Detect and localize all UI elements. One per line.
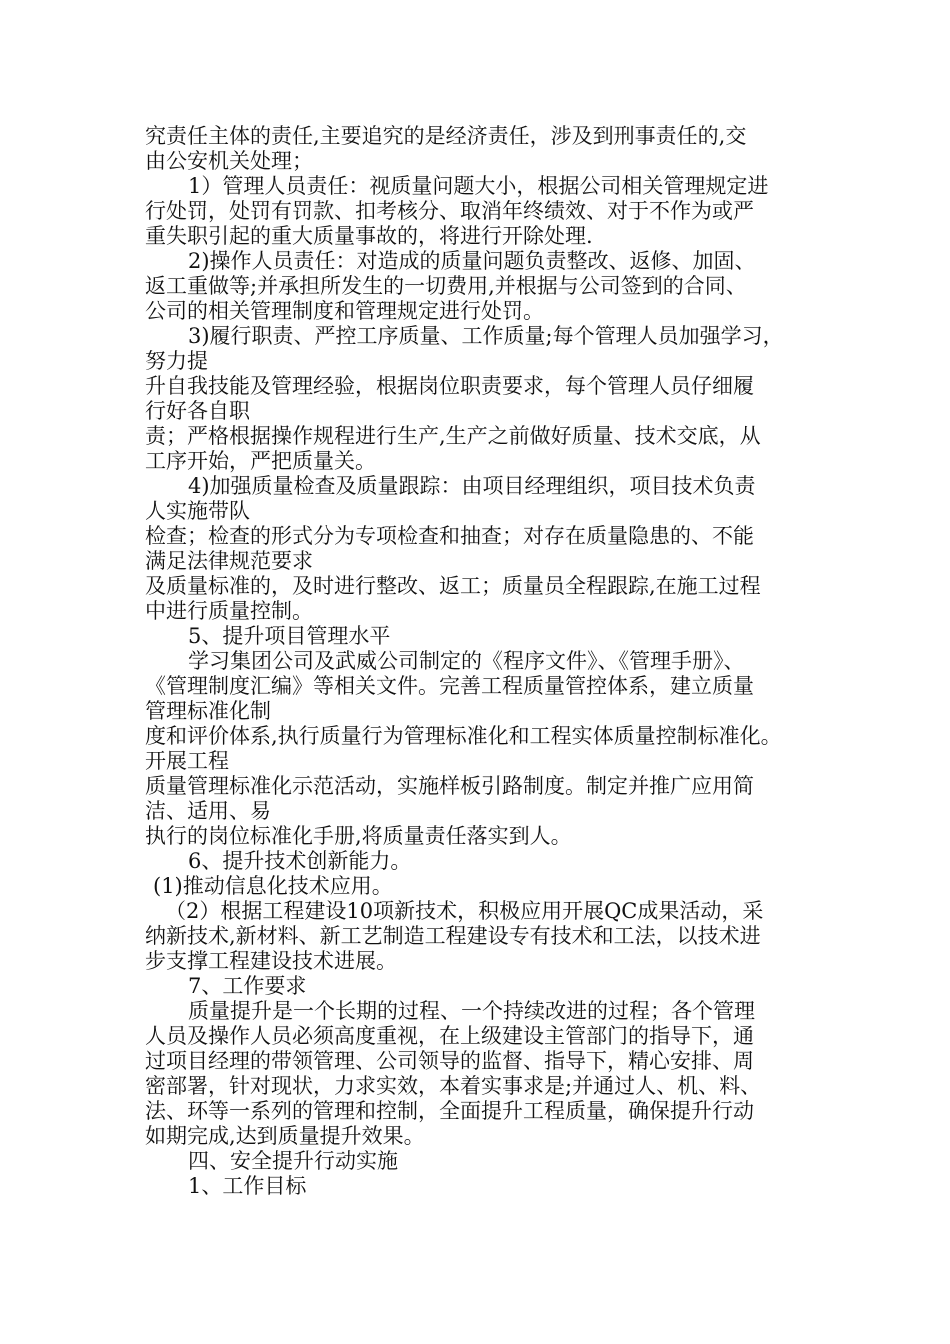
text-line: 4)加强质量检查及质量跟踪：由项目经理组织，项目技术负责 [188, 474, 756, 498]
text-line: 责；严格根据操作规程进行生产,生产之前做好质量、技术交底，从 [145, 424, 761, 448]
text-line: 开展工程 [145, 749, 229, 773]
text-line: 四、安全提升行动实施 [188, 1149, 398, 1173]
text-line: 密部署，针对现状，力求实效，本着实事求是;并通过人、机、料、 [145, 1074, 762, 1098]
text-line: 及质量标准的，及时进行整改、返工；质量员全程跟踪,在施工过程 [145, 574, 761, 598]
text-line: 工序开始，严把质量关。 [145, 449, 376, 473]
text-line: 学习集团公司及武威公司制定的《程序文件》、《管理手册》、 [188, 649, 745, 673]
text-line: 人实施带队 [145, 499, 250, 523]
text-line: 重失职引起的重大质量事故的，将进行开除处理. [145, 224, 593, 248]
text-line: 1）管理人员责任：视质量问题大小，根据公司相关管理规定进 [188, 174, 769, 198]
text-line: 执行的岗位标准化手册,将质量责任落实到人。 [145, 824, 572, 848]
text-line: 1、工作目标 [188, 1174, 307, 1198]
text-line: 过项目经理的带领管理、公司领导的监督、指导下，精心安排、周 [145, 1049, 754, 1073]
text-line: 质量提升是一个长期的过程、一个持续改进的过程；各个管理 [188, 999, 755, 1023]
text-line: 由公安机关处理； [145, 149, 313, 173]
text-line: (1)推动信息化技术应用。 [153, 874, 393, 898]
text-line: （2）根据工程建设10项新技术，积极应用开展QC成果活动，采 [165, 899, 764, 923]
text-line: 7、工作要求 [188, 974, 307, 998]
document-body [145, 124, 825, 1199]
text-line: 公司的相关管理制度和管理规定进行处罚。 [145, 299, 544, 323]
text-line: 6、提升技术创新能力。 [188, 849, 412, 873]
text-line: 行处罚，处罚有罚款、扣考核分、取消年终绩效、对于不作为或严 [145, 199, 754, 223]
text-line: 度和评价体系,执行质量行为管理标准化和工程实体质量控制标准化。 [145, 724, 782, 748]
text-line: 5、提升项目管理水平 [188, 624, 391, 648]
text-line: 究责任主体的责任,主要追究的是经济责任，涉及到刑事责任的,交 [145, 124, 747, 148]
text-line: 如期完成,达到质量提升效果。 [145, 1124, 425, 1148]
text-line: 返工重做等;并承担所发生的一切费用,并根据与公司签到的合同、 [145, 274, 747, 298]
text-line: 纳新技术,新材料、新工艺制造工程建设专有技术和工法，以技术进 [145, 924, 761, 948]
text-line: 中进行质量控制。 [145, 599, 313, 623]
text-line: 步支撑工程建设技术进展。 [145, 949, 397, 973]
text-line: 管理标准化制 [145, 699, 271, 723]
text-line: 洁、适用、易 [145, 799, 271, 823]
text-line: 检查；检查的形式分为专项检查和抽查；对存在质量隐患的、不能 [145, 524, 754, 548]
text-line: 3)履行职责、严控工序质量、工作质量;每个管理人员加强学习， [188, 324, 784, 348]
text-line: 努力提 [145, 349, 208, 373]
text-line: 行好各自职 [145, 399, 250, 423]
text-line: 法、环等一系列的管理和控制，全面提升工程质量，确保提升行动 [145, 1099, 754, 1123]
text-line: 满足法律规范要求 [145, 549, 313, 573]
text-line: 人员及操作人员必须高度重视，在上级建设主管部门的指导下，通 [145, 1024, 754, 1048]
text-line: 升自我技能及管理经验，根据岗位职责要求，每个管理人员仔细履 [145, 374, 754, 398]
text-line: 2)操作人员责任：对造成的质量问题负责整改、返修、加固、 [188, 249, 756, 273]
text-line: 《管理制度汇编》等相关文件。完善工程质量管控体系，建立质量 [145, 674, 754, 698]
text-line: 质量管理标准化示范活动，实施样板引路制度。制定并推广应用简 [145, 774, 754, 798]
